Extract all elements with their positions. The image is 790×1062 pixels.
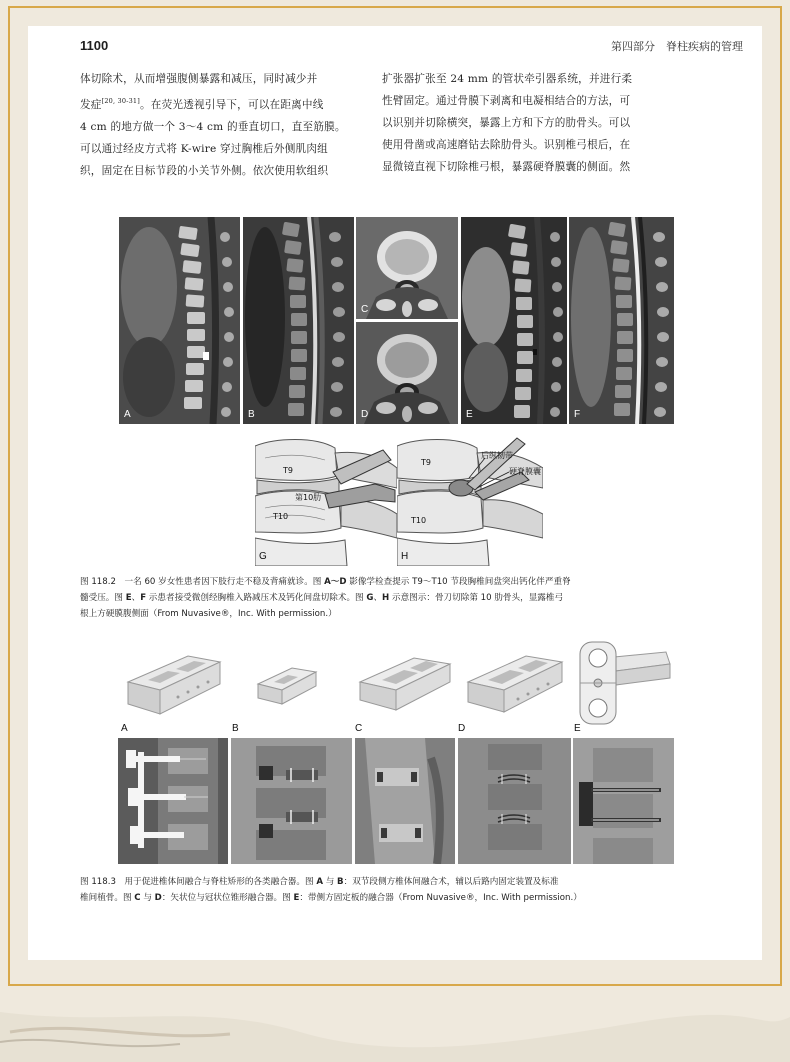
label-t10: T10 — [411, 516, 427, 525]
text-line: 可以通过经皮方式将 K-wire 穿过胸椎后外侧肌肉组 — [80, 143, 328, 155]
label-posterior-longitudinal-ligament: 后纵韧带 — [481, 451, 513, 460]
xray-ap-image-b — [231, 738, 352, 864]
panel-letter-g: G — [259, 551, 267, 562]
caption-bold: D — [154, 893, 162, 903]
mri-axial-image-d — [356, 322, 458, 424]
caption-fragment: 图 118.2 一名 60 岁女性患者因下肢行走不稳及背痛就诊。图 — [80, 577, 325, 587]
cage-device-b — [252, 658, 322, 708]
background-smudge — [0, 972, 790, 1062]
surgical-illustration-h — [397, 428, 543, 566]
caption-fragment: ：矢状位与冠状位锥形融合器。图 — [161, 893, 294, 903]
caption-bold: E — [125, 593, 132, 603]
caption-fragment: 示意图示：骨刀切除第 10 肋骨头，显露椎弓 — [389, 593, 564, 603]
text-line: 体切除术，从而增强腹侧暴露和减压，同时减少并 — [80, 73, 318, 85]
caption-fragment: 椎间植骨。图 — [80, 893, 135, 903]
body-text-right-column — [382, 68, 648, 178]
caption-fragment: 、 — [373, 593, 383, 603]
caption-line — [80, 890, 658, 906]
caption-bold: A～D — [324, 577, 347, 587]
text-line: 性臂固定。通过骨膜下剥离和电凝相结合的方法，可 — [382, 95, 631, 107]
cage-device-d — [462, 644, 566, 720]
panel-letter-h: H — [401, 551, 409, 562]
cage-device-a — [118, 642, 228, 722]
cage-device-c — [352, 646, 456, 718]
caption-bold: B — [337, 877, 344, 887]
body-text-left-column — [80, 68, 346, 182]
mri-sagittal-image-b — [243, 217, 354, 424]
label-rib-10: 第10肋 — [295, 493, 322, 502]
caption-bold: F — [140, 593, 147, 603]
caption-bold: C — [134, 893, 141, 903]
label-t9: T9 — [283, 466, 293, 475]
figure-118-3-caption — [80, 874, 658, 906]
device-letter-e: E — [574, 723, 581, 734]
cage-with-plate-device-e — [576, 638, 672, 728]
caption-line: 根上方硬膜腹侧面（From Nuvasive®，Inc. With permission.） — [80, 609, 337, 619]
caption-line — [80, 574, 658, 590]
panel-letter-c: C — [361, 304, 369, 315]
ct-sagittal-image-e — [461, 217, 567, 424]
label-t10: T10 — [273, 512, 289, 521]
device-letter-a: A — [121, 723, 128, 734]
device-letter-c: C — [355, 723, 363, 734]
xray-ap-image-d — [458, 738, 571, 864]
panel-letter-d: D — [361, 409, 369, 420]
panel-letter-b: B — [248, 409, 255, 420]
text-line: 使用骨凿或高速磨钻去除肋骨头。识别椎弓根后，在 — [382, 139, 631, 151]
xray-lateral-image-a — [118, 738, 228, 864]
text-line: 显微镜直视下切除椎弓根，暴露硬脊膜囊的侧面。然 — [382, 161, 631, 173]
device-letter-b: B — [232, 723, 239, 734]
label-t9: T9 — [421, 458, 431, 467]
panel-letter-a: A — [124, 409, 131, 420]
figure-118-2-caption — [80, 574, 658, 622]
running-title: 第四部分 脊柱疾病的管理 — [611, 40, 743, 53]
caption-line — [80, 874, 658, 890]
caption-fragment: 图 118.3 用于促进椎体间融合与脊柱矫形的各类融合器。图 — [80, 877, 317, 887]
caption-bold: H — [382, 593, 390, 603]
label-dural-sac: 硬脊膜囊 — [509, 467, 541, 476]
caption-fragment: 与 — [322, 877, 338, 887]
caption-fragment: 髓受压。图 — [80, 593, 126, 603]
caption-fragment: 示患者接受微创经胸椎入路减压术及钙化间盘切除术。图 — [146, 593, 367, 603]
caption-line — [80, 590, 658, 606]
text-line: 织，固定在目标节段的小关节外侧。依次使用软组织 — [80, 165, 329, 177]
caption-fragment: 影像学检查提示 T9～T10 节段胸椎间盘突出钙化伴严重脊 — [346, 577, 571, 587]
caption-fragment: 与 — [140, 893, 155, 903]
text-line — [80, 90, 346, 116]
text-line: 以识别并切除横突，暴露上方和下方的肋骨头。可以 — [382, 117, 631, 129]
caption-bold: E — [293, 893, 300, 903]
ct-sagittal-image-a — [119, 217, 240, 424]
page-number: 1100 — [80, 38, 109, 53]
mri-sagittal-image-f — [569, 217, 674, 424]
xray-ap-image-e — [573, 738, 674, 864]
citation: [20, 30-31] — [101, 97, 141, 105]
text-line: 4 cm 的地方做一个 3～4 cm 的垂直切口，直至筋膜。 — [80, 121, 346, 133]
caption-bold: A — [316, 877, 323, 887]
caption-bold: G — [366, 593, 374, 603]
caption-fragment: ：双节段侧方椎体间融合术，辅以后路内固定装置及标准 — [343, 877, 559, 887]
xray-lateral-image-c — [355, 738, 455, 864]
surgical-illustration-g — [255, 428, 397, 566]
text-fragment: 发症 — [80, 99, 102, 111]
panel-letter-f: F — [574, 409, 581, 420]
text-fragment: 。在荧光透视引导下，可以在距离中线 — [140, 99, 324, 111]
caption-fragment: ：带侧方固定板的融合器（From Nuvasive®，Inc. With permission.） — [299, 893, 582, 903]
text-line: 扩张器扩张至 24 mm 的管状牵引器系统，并进行柔 — [382, 73, 633, 85]
mri-axial-image-c — [356, 217, 458, 319]
device-letter-d: D — [458, 723, 466, 734]
caption-fragment: 、 — [131, 593, 141, 603]
panel-letter-e: E — [466, 409, 473, 420]
